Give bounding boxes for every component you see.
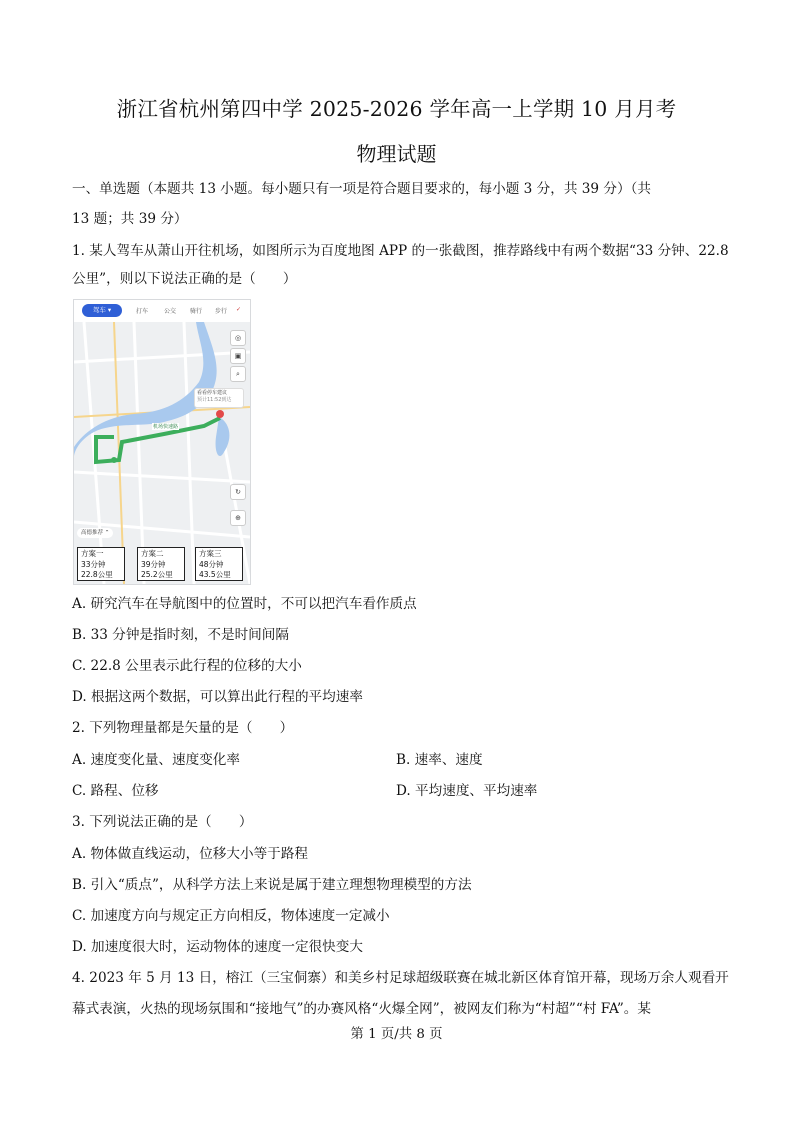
- q2-option-b: B. 速率、速度: [396, 752, 483, 768]
- parking-tip-title: 看看停车建议: [197, 390, 228, 396]
- map-tab-walk: 步行: [215, 308, 228, 315]
- plan-distance: 22.8公里: [81, 570, 113, 579]
- plan-distance: 43.5公里: [199, 570, 231, 579]
- plan-time: 48分钟: [199, 559, 224, 569]
- exam-subtitle: 物理试题: [356, 142, 437, 166]
- plan-name: 方案一: [81, 549, 104, 558]
- navigation-map-figure: [73, 299, 251, 585]
- parking-tip-eta: 预计11:52到达: [197, 397, 232, 403]
- section-heading-line2: 13 题；共 39 分）: [72, 211, 188, 227]
- q3-stem: 3. 下列说法正确的是（ ）: [72, 814, 253, 830]
- start-marker-icon: [111, 457, 117, 463]
- q2-option-c: C. 路程、位移: [72, 783, 159, 799]
- q3-option-d: D. 加速度很大时，运动物体的速度一定很快变大: [72, 939, 363, 955]
- q3-option-b: B. 引入“质点”，从科学方法上来说是属于建立理想物理模型的方法: [72, 877, 472, 893]
- q4-stem-line2: 幕式表演，火热的现场氛围和“接地气”的办赛风格“火爆全网”，被网友们称为“村超”“村 FA”。某: [72, 1001, 651, 1017]
- map-canvas: [74, 322, 250, 584]
- plan-name: 方案三: [199, 549, 222, 558]
- q1-stem-line2: 公里”，则以下说法正确的是（ ）: [72, 271, 297, 287]
- refresh-icon: ↻: [230, 484, 246, 500]
- plan-distance: 25.2公里: [141, 570, 173, 579]
- q1-option-b: B. 33 分钟是指时刻，不是时间间隔: [72, 627, 289, 643]
- q2-option-a: A. 速度变化量、速度变化率: [72, 752, 240, 768]
- q4-stem-line1: 4. 2023 年 5 月 13 日，榕江（三宝侗寨）和美乡村足球超级联赛在城北新区体育馆开幕，现场万余人观看开: [72, 970, 729, 986]
- parking-tip: [194, 388, 244, 408]
- route-plan-1: [77, 547, 125, 581]
- locate-icon: ⊕: [230, 510, 246, 526]
- map-tab-bike: 骑行: [190, 308, 203, 315]
- exam-title: 浙江省杭州第四中学 2025-2026 学年高一上学期 10 月月考: [116, 97, 677, 121]
- plan-name: 方案二: [141, 549, 164, 558]
- q1-option-a: A. 研究汽车在导航图中的位置时，不可以把汽车看作质点: [72, 596, 417, 612]
- q1-option-d: D. 根据这两个数据，可以算出此行程的平均速率: [72, 689, 363, 705]
- destination-marker-icon: [216, 410, 224, 418]
- recommend-chip: 高德推荐 ⌃: [77, 528, 113, 538]
- search-icon: ⌕: [230, 366, 246, 382]
- traffic-icon: ▣: [230, 348, 246, 364]
- q2-stem: 2. 下列物理量都是矢量的是（ ）: [72, 720, 294, 736]
- section-heading-line1: 一、单选题（本题共 13 小题。每小题只有一项是符合题目要求的，每小题 3 分，共 39 分）（共: [72, 181, 651, 197]
- layers-icon: ◎: [230, 330, 246, 346]
- map-tab-taxi: 打车: [136, 308, 149, 315]
- plan-time: 39分钟: [141, 559, 166, 569]
- route-plan-3: [195, 547, 243, 581]
- road-name-label: 机场快速路: [153, 424, 179, 430]
- map-mode-drive: 驾车 ▾: [82, 304, 122, 317]
- page-footer: 第 1 页/共 8 页: [350, 1027, 443, 1042]
- q1-option-c: C. 22.8 公里表示此行程的位移的大小: [72, 658, 302, 674]
- plan-time: 33分钟: [81, 559, 106, 569]
- check-icon: ✓: [236, 306, 242, 313]
- q2-option-d: D. 平均速度、平均速率: [396, 783, 538, 799]
- q3-option-c: C. 加速度方向与规定正方向相反，物体速度一定减小: [72, 908, 390, 924]
- map-tab-bus: 公交: [164, 308, 177, 315]
- q3-option-a: A. 物体做直线运动，位移大小等于路程: [72, 846, 308, 862]
- q1-stem-line1: 1. 某人驾车从萧山开往机场，如图所示为百度地图 APP 的一张截图，推荐路线中有两个数据“33 分钟、22.8: [72, 243, 729, 259]
- route-plan-2: [137, 547, 185, 581]
- map-mode-bar: [74, 300, 250, 322]
